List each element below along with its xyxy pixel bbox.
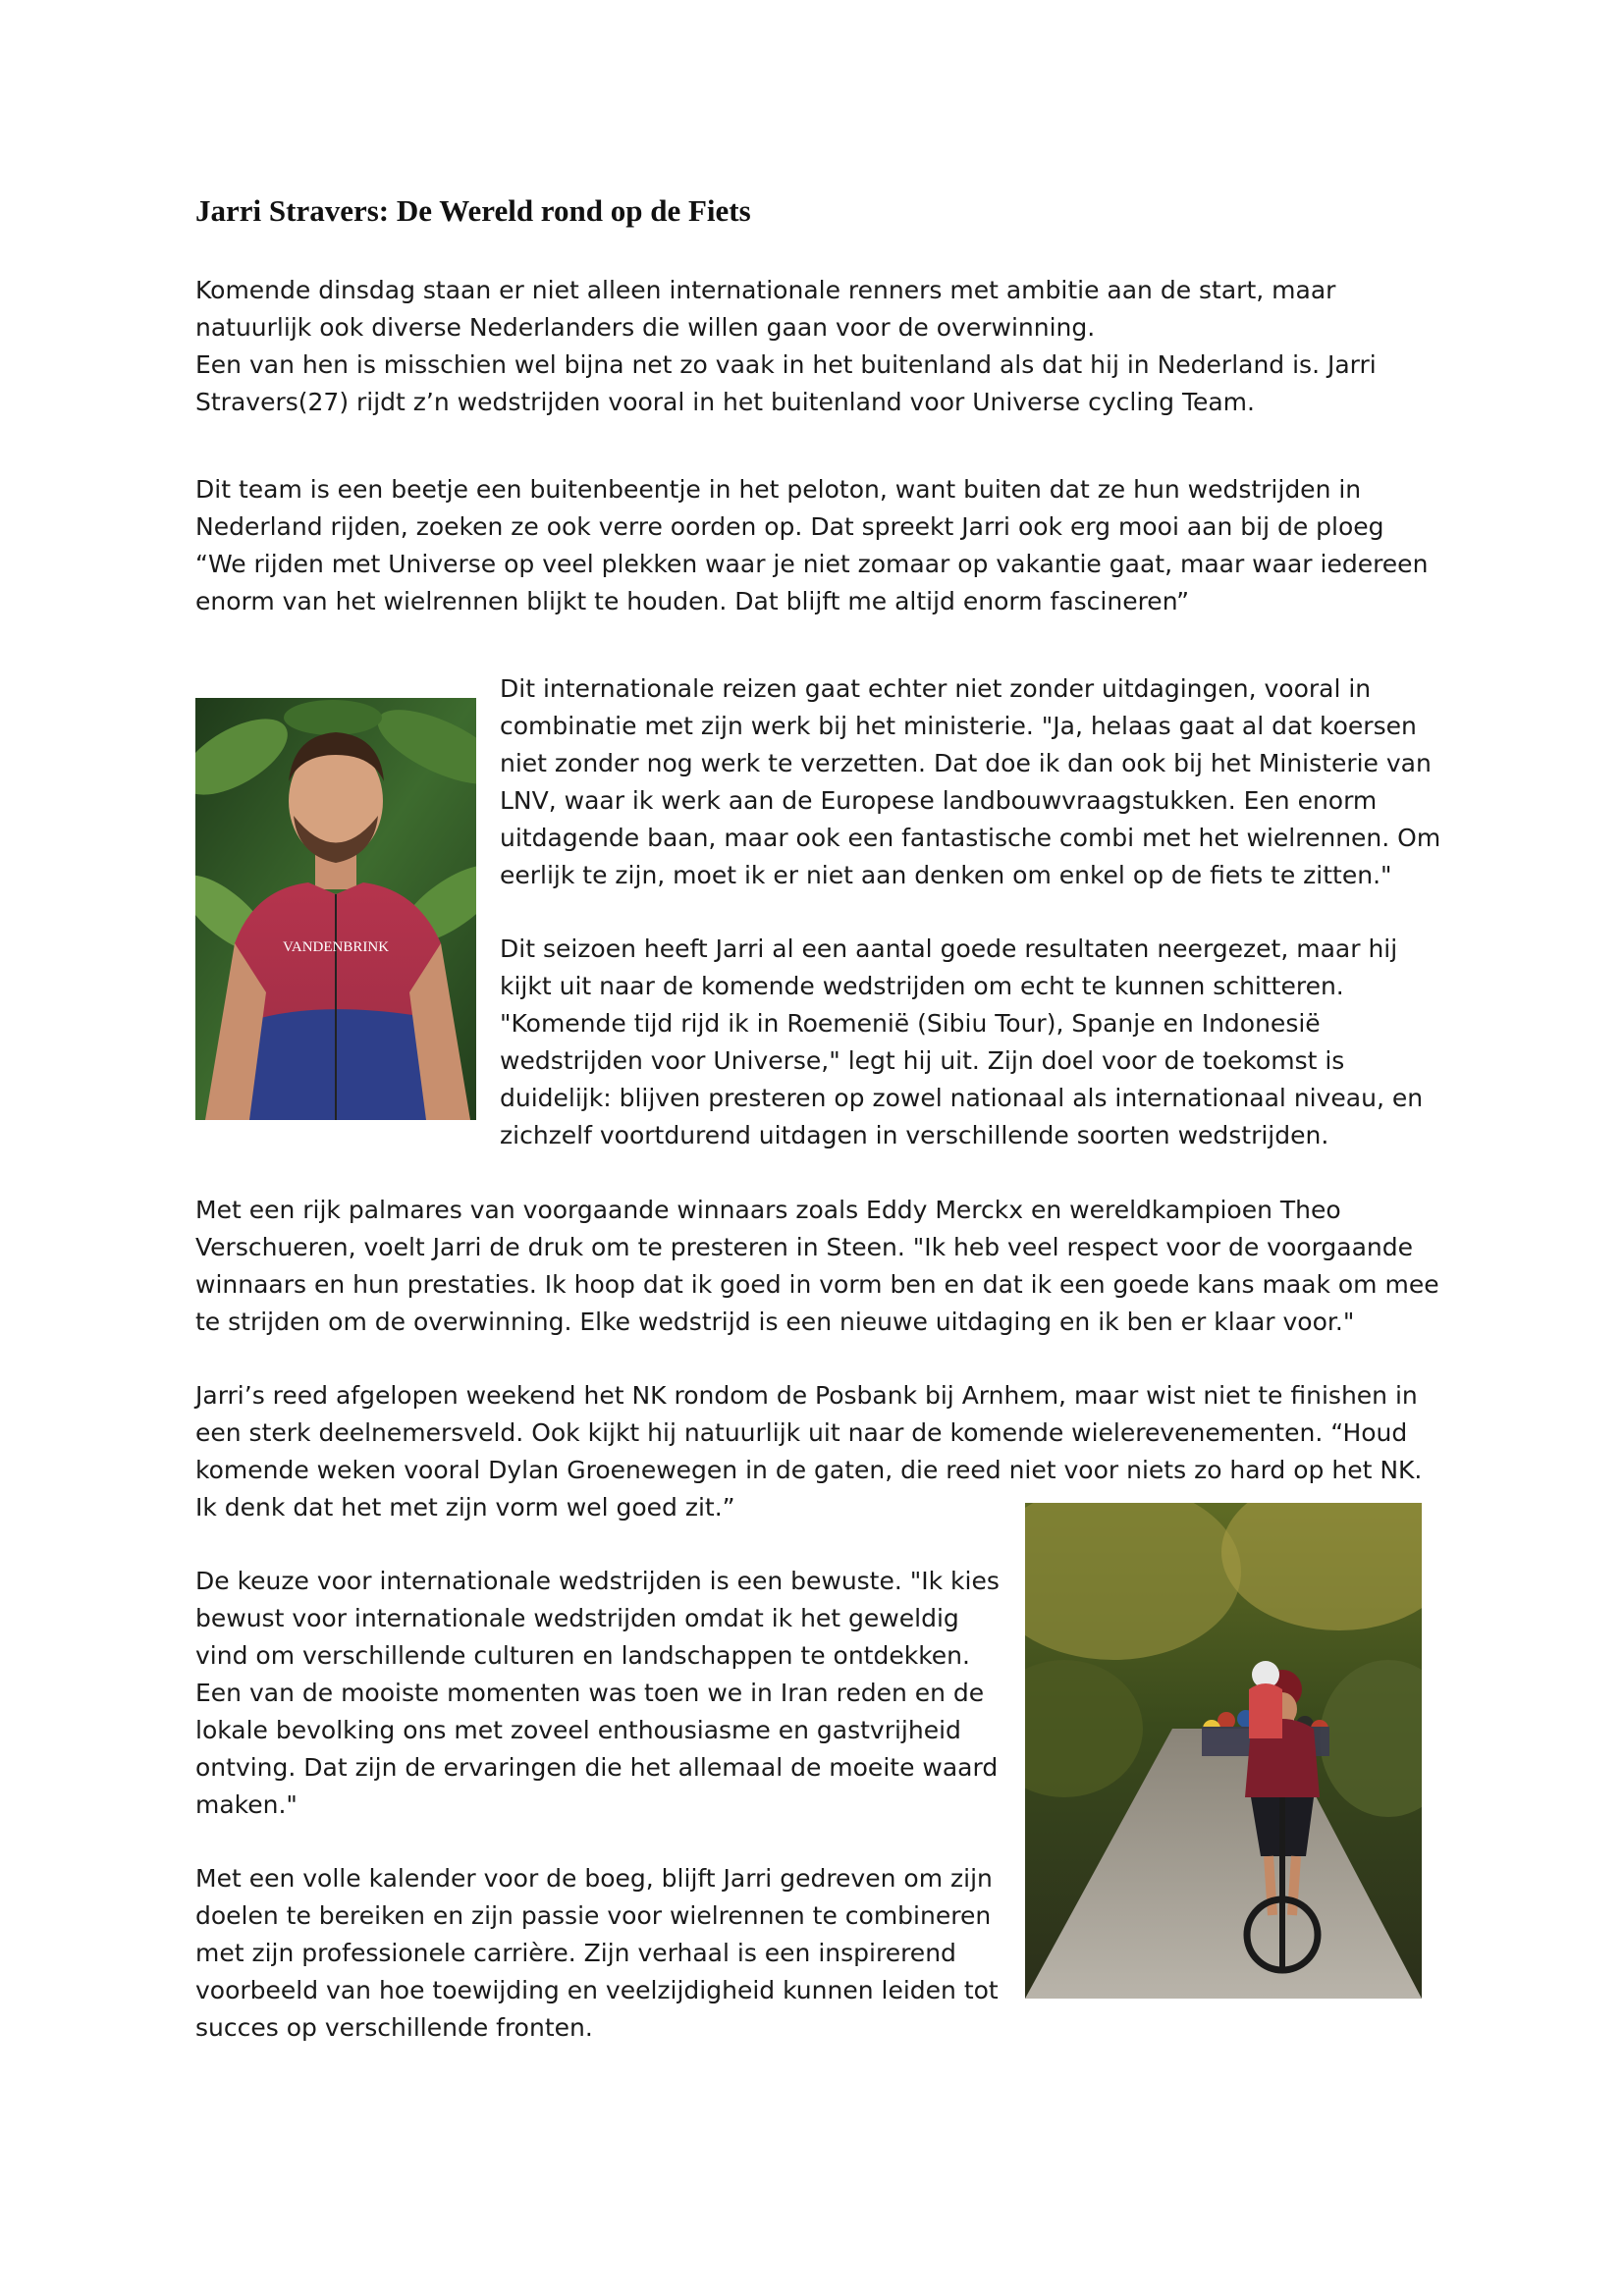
text-line: niet zonder nog werk te verzetten. Dat doe ik dan ook bij het Ministerie van [500, 749, 1432, 777]
text-line: bewust voor internationale wedstrijden omdat ik het geweldig [195, 1604, 959, 1632]
text-line: Nederland rijden, zoeken ze ook verre oorden op. Dat spreekt Jarri ook erg mooi aan bij de ploeg [195, 512, 1384, 541]
text-line: Met een rijk palmares van voorgaande winnaars zoals Eddy Merckx en wereldkampioen Theo [195, 1196, 1341, 1224]
text-line: Een van de mooiste momenten was toen we in Iran reden en de [195, 1679, 985, 1707]
paragraph-conclusion [195, 1860, 999, 2047]
text-line: uitdagende baan, maar ook een fantastische combi met het wielrennen. Om [500, 824, 1441, 852]
text-line: doelen te bereiken en zijn passie voor wielrennen te combineren [195, 1901, 992, 1930]
text-line: winnaars en hun prestaties. Ik hoop dat ik goed in vorm ben en dat ik een goede kans maak om mee [195, 1270, 1439, 1299]
text-line: De keuze voor internationale wedstrijden is een bewuste. "Ik kies [195, 1567, 1000, 1595]
text-line: natuurlijk ook diverse Nederlanders die willen gaan voor de overwinning. [195, 313, 1096, 342]
text-line: combinatie met zijn werk bij het ministerie. "Ja, helaas gaat al dat koersen [500, 712, 1417, 740]
text-line: Dit internationale reizen gaat echter niet zonder uitdagingen, vooral in [500, 674, 1372, 703]
text-line: zichzelf voortdurend uitdagen in verschillende soorten wedstrijden. [500, 1121, 1329, 1149]
paragraph-international [195, 1563, 1000, 1824]
text-line: “We rijden met Universe op veel plekken waar je niet zomaar op vakantie gaat, maar waar iedereen [195, 550, 1429, 578]
text-line: Ik denk dat het met zijn vorm wel goed zit.” [195, 1493, 735, 1522]
text-line: Met een volle kalender voor de boeg, blijft Jarri gedreven om zijn [195, 1864, 993, 1893]
jersey-sponsor-text: VANDENBRINK [282, 939, 390, 955]
text-line: vind om verschillende culturen en landschappen te ontdekken. [195, 1641, 970, 1670]
text-line: wedstrijden voor Universe," legt hij uit. Zijn doel voor de toekomst is [500, 1046, 1345, 1075]
paragraph-ministry [500, 670, 1440, 894]
paragraph-intro [195, 272, 1377, 421]
text-line: Jarri’s reed afgelopen weekend het NK rondom de Posbank bij Arnhem, maar wist niet te finishen in [195, 1381, 1418, 1410]
paragraph-team [195, 471, 1428, 620]
portrait-photo [195, 698, 476, 1120]
text-line: "Komende tijd rijd ik in Roemenië (Sibiu Tour), Spanje en Indonesië [500, 1009, 1321, 1038]
text-line: Verschueren, voelt Jarri de druk om te presteren in Steen. "Ik heb veel respect voor de voorgaande [195, 1233, 1414, 1261]
text-line: ontving. Dat zijn de ervaringen die het allemaal de moeite waard [195, 1753, 999, 1782]
article-title: Jarri Stravers: De Wereld rond op de Fiets [195, 193, 751, 228]
paragraph-season [500, 931, 1423, 1154]
text-line: komende weken vooral Dylan Groenewegen in de gaten, die reed niet voor niets zo hard op het NK. [195, 1456, 1423, 1484]
paragraph-palmares [195, 1192, 1439, 1341]
text-line: Komende dinsdag staan er niet alleen internationale renners met ambitie aan de start, maar [195, 276, 1336, 304]
text-line: succes op verschillende fronten. [195, 2013, 593, 2042]
text-line: voorbeeld van hoe toewijding en veelzijdigheid kunnen leiden tot [195, 1976, 999, 2004]
text-line: LNV, waar ik werk aan de Europese landbouwvraagstukken. Een enorm [500, 786, 1378, 815]
text-line: enorm van het wielrennen blijkt te houden. Dat blijft me altijd enorm fascineren” [195, 587, 1190, 615]
text-line: eerlijk te zijn, moet ik er niet aan denken om enkel op de fiets te zitten." [500, 861, 1392, 889]
text-line: te strijden om de overwinning. Elke wedstrijd is een nieuwe uitdaging en ik ben er klaar voor." [195, 1308, 1355, 1336]
text-line: lokale bevolking ons met zoveel enthousiasme en gastvrijheid [195, 1716, 961, 1744]
race-photo [1025, 1503, 1422, 1999]
text-line: maken." [195, 1790, 298, 1819]
text-line: een sterk deelnemersveld. Ook kijkt hij natuurlijk uit naar de komende wielerevenementen. “Houd [195, 1418, 1408, 1447]
text-line: Dit team is een beetje een buitenbeentje in het peloton, want buiten dat ze hun wedstrijden in [195, 475, 1362, 504]
text-line: Een van hen is misschien wel bijna net zo vaak in het buitenland als dat hij in Nederland is. Jarri [195, 350, 1377, 379]
text-line: Dit seizoen heeft Jarri al een aantal goede resultaten neergezet, maar hij [500, 934, 1398, 963]
text-line: met zijn professionele carrière. Zijn verhaal is een inspirerend [195, 1939, 956, 1967]
text-line: kijkt uit naar de komende wedstrijden om echt te kunnen schitteren. [500, 972, 1344, 1000]
text-line: duidelijk: blijven presteren op zowel nationaal als internationaal niveau, en [500, 1084, 1424, 1112]
text-line: Stravers(27) rijdt z’n wedstrijden vooral in het buitenland voor Universe cycling Team. [195, 388, 1255, 416]
